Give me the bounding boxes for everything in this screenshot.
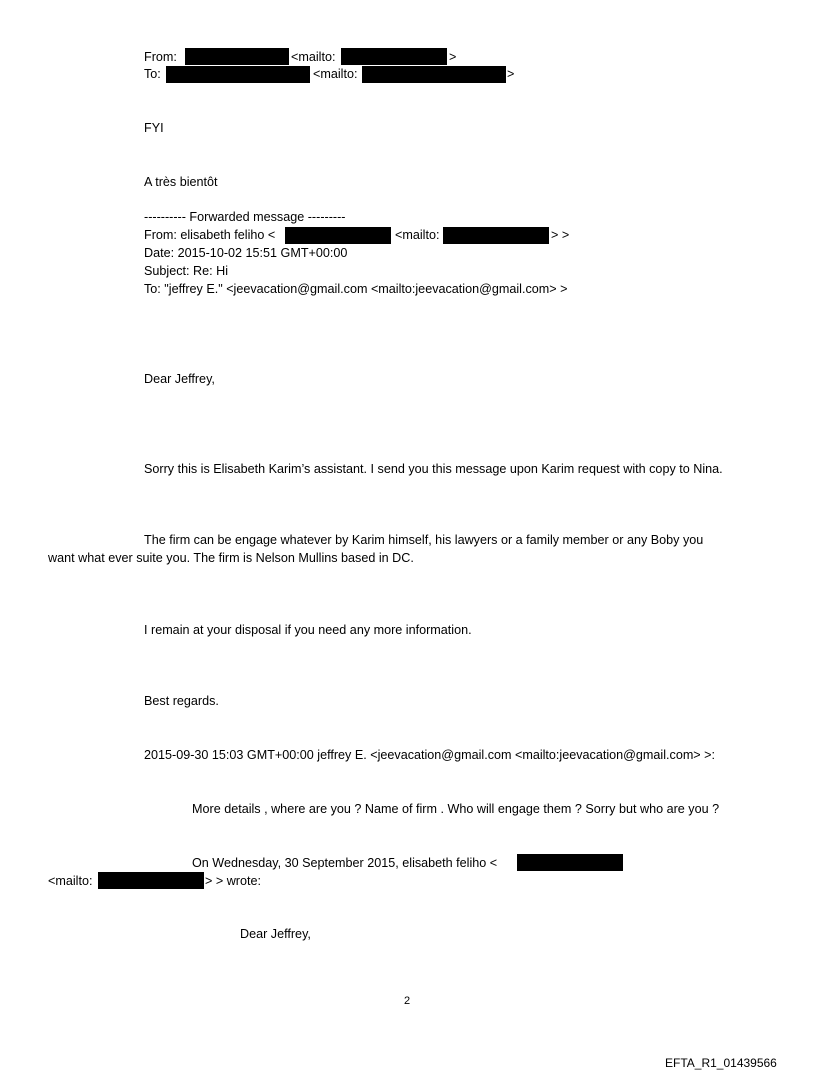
forwarded-banner: ---------- Forwarded message --------- xyxy=(144,210,346,224)
salutation: Dear Jeffrey, xyxy=(144,372,215,386)
from-mailto: <mailto: xyxy=(291,50,336,64)
redaction-bar xyxy=(185,48,289,65)
body-paragraph-2-line-1: The firm can be engage whatever by Karim himself, his lawyers or a family member or any Boby you xyxy=(144,533,704,547)
forwarded-date: Date: 2015-10-02 15:51 GMT+00:00 xyxy=(144,246,348,260)
body-paragraph-1: Sorry this is Elisabeth Karim’s assistant. I send you this message upon Karim request with copy to Nina. xyxy=(144,462,723,476)
on-wrote-prefix: On Wednesday, 30 September 2015, elisabeth feliho < xyxy=(192,856,498,870)
redaction-bar xyxy=(166,66,310,83)
forwarded-to: To: "jeffrey E." <jeevacation@gmail.com <mailto:jeevacation@gmail.com> > xyxy=(144,282,568,296)
closing-text: A très bientôt xyxy=(144,175,218,189)
signoff: Best regards. xyxy=(144,694,219,708)
from-close: > xyxy=(449,50,457,64)
from-label: From: xyxy=(144,50,177,64)
forwarded-subject: Subject: Re: Hi xyxy=(144,264,228,278)
forwarded-from-mailto: <mailto: xyxy=(395,228,440,242)
forwarded-from-prefix: From: elisabeth feliho < xyxy=(144,228,276,242)
nested-salutation: Dear Jeffrey, xyxy=(240,927,311,941)
on-wrote-mailto: <mailto: xyxy=(48,874,93,888)
redaction-bar xyxy=(341,48,447,65)
quoted-message: More details , where are you ? Name of firm . Who will engage them ? Sorry but who are you ? xyxy=(192,802,720,816)
page-number: 2 xyxy=(404,995,411,1007)
body-paragraph-2-line-2: want what ever suite you. The firm is Nelson Mullins based in DC. xyxy=(48,551,414,565)
on-wrote-suffix: > > wrote: xyxy=(205,874,262,888)
redaction-bar xyxy=(517,854,623,871)
redaction-bar xyxy=(285,227,391,244)
fyi-text: FYI xyxy=(144,121,164,135)
body-paragraph-3: I remain at your disposal if you need any more information. xyxy=(144,623,472,637)
redaction-bar xyxy=(98,872,204,889)
to-label: To: xyxy=(144,67,161,81)
redaction-bar xyxy=(443,227,549,244)
forwarded-from-close: > > xyxy=(551,228,570,242)
to-close: > xyxy=(507,67,515,81)
quoted-header: 2015-09-30 15:03 GMT+00:00 jeffrey E. <jeevacation@gmail.com <mailto:jeevacation@gmail.com> >: xyxy=(144,748,716,762)
redaction-bar xyxy=(362,66,506,83)
to-mailto: <mailto: xyxy=(313,67,358,81)
document-id: EFTA_R1_01439566 xyxy=(665,1056,777,1070)
